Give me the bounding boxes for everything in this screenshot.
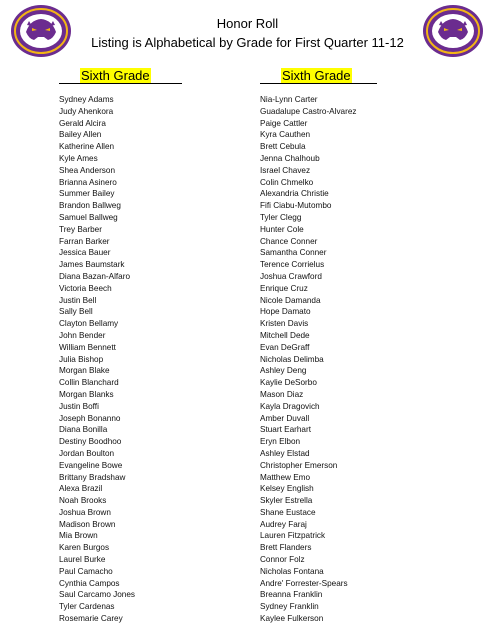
student-name: Cynthia Campos [59,578,120,588]
student-name: Paige Cattler [260,118,308,128]
student-name: Saul Carcamo Jones [59,590,135,600]
student-name: Ashley Deng [260,366,307,376]
student-name: Joshua Brown [59,507,111,517]
student-name: Nia-Lynn Carter [260,95,318,104]
student-name: James Baumstark [59,260,125,270]
student-name: Bailey Allen [59,130,102,140]
student-name: Stuart Earhart [260,425,311,435]
student-name: Kyra Cauthen [260,130,311,140]
heading-underline [260,69,281,84]
student-list-left [59,94,135,625]
student-name: Justin Boffi [59,401,99,411]
student-name: Rosemarie Carey [59,614,123,624]
student-name: Morgan Blake [59,366,110,376]
student-name: Justin Bell [59,295,97,305]
student-name: Chance Conner [260,236,318,246]
student-name: Shane Eustace [260,507,316,517]
student-name: Alexa Brazil [59,484,103,494]
student-name: Evan DeGraff [260,342,310,352]
student-name: Guadalupe Castro-Alvarez [260,106,357,116]
student-name: Mason Diaz [260,389,304,399]
student-name: Summer Bailey [59,189,115,199]
student-name: Israel Chavez [260,165,311,175]
student-name: Brett Flanders [260,543,312,553]
student-name: Joshua Crawford [260,271,322,281]
grade-label: Sixth Grade [282,68,351,83]
page-title: Honor Roll [216,16,279,31]
student-name: Kayla Dragovich [260,401,320,411]
student-name: Colin Chmelko [260,177,314,187]
student-name: Hunter Cole [260,224,304,234]
student-name: Judy Ahenkora [59,106,114,116]
student-name: Matthew Emo [260,472,311,482]
student-name: Kyle Ames [59,153,98,163]
student-name: Noah Brooks [59,496,107,506]
student-name: Jessica Bauer [59,248,111,258]
student-name: Samantha Conner [260,248,327,258]
student-name: Ashley Elstad [260,448,310,458]
student-name: Audrey Faraj [260,519,307,529]
student-name: Nicole Damanda [260,295,321,305]
student-name: Madison Brown [59,519,116,529]
student-name: Sally Bell [59,307,93,317]
student-name: Hope Damato [260,307,311,317]
student-name: Farran Barker [59,236,110,246]
student-name: Diana Bazan-Alfaro [59,271,130,281]
student-name: Shea Anderson [59,165,115,175]
student-name: Gerald Alcira [59,118,106,128]
student-name: Connor Folz [260,555,305,565]
student-name: Tyler Cardenas [59,602,115,612]
student-name: Nicholas Fontana [260,566,324,576]
student-name: Paul Camacho [59,566,113,576]
student-name: Tyler Clegg [260,212,302,222]
student-name: Katherine Allen [59,142,115,152]
student-name: Morgan Blanks [59,389,114,399]
student-name: Christopher Emerson [260,460,338,470]
student-name: William Bennett [59,342,116,352]
student-name: Brett Cebula [260,142,306,152]
student-name: Kelsey English [260,484,314,494]
grade-label: Sixth Grade [81,68,150,83]
student-name: Skyler Estrella [260,496,313,506]
student-name: Collin Blanchard [59,378,119,388]
grade-heading-left [59,68,182,84]
student-name: Andre' Forrester-Spears [260,578,348,588]
student-list-right [260,94,356,625]
heading-underline [151,69,182,84]
student-name: Brandon Ballweg [59,201,121,211]
student-name: John Bender [59,330,106,340]
student-name: Terence Corrielus [260,260,325,270]
student-name: Eryn Elbon [260,437,301,447]
student-name: Evangeline Bowe [59,460,123,470]
student-name: Breanna Franklin [260,590,323,600]
student-name: Joseph Bonanno [59,413,121,423]
student-name: Lauren Fitzpatrick [260,531,326,541]
student-name: Sydney Franklin [260,602,319,612]
student-name: Victoria Beech [59,283,112,293]
heading-underline [59,69,80,84]
student-name: Fifi Ciabu-Mutombo [260,201,332,211]
student-name: Laurel Burke [59,555,106,565]
heading-underline [352,69,377,84]
student-name: Enrique Cruz [260,283,308,293]
student-name: Kaylee Fulkerson [260,614,324,624]
student-name: Kaylie DeSorbo [260,378,317,388]
student-name: Nicholas Delimba [260,354,324,364]
student-name: Jordan Boulton [59,448,115,458]
student-name: Clayton Bellamy [59,319,119,329]
student-name: Mitchell Dede [260,330,310,340]
student-name: Destiny Boodhoo [59,437,122,447]
grade-heading-right [260,68,377,84]
student-name: Amber Duvall [260,413,310,423]
student-name: Karen Burgos [59,543,110,553]
student-name: Trey Barber [59,224,102,234]
student-name: Alexandria Christie [260,189,329,199]
student-name: Jenna Chalhoub [260,153,320,163]
student-name: Kristen Davis [260,319,309,329]
student-name: Julia Bishop [59,354,104,364]
student-name: Samuel Ballweg [59,212,118,222]
student-name: Brittany Bradshaw [59,472,126,482]
student-name: Sydney Adams [59,95,114,104]
student-name: Brianna Asinero [59,177,117,187]
student-name: Mia Brown [59,531,98,541]
student-name: Diana Bonilla [59,425,108,435]
page-subtitle: Listing is Alphabetical by Grade for First Quarter 11-12 [91,35,404,50]
